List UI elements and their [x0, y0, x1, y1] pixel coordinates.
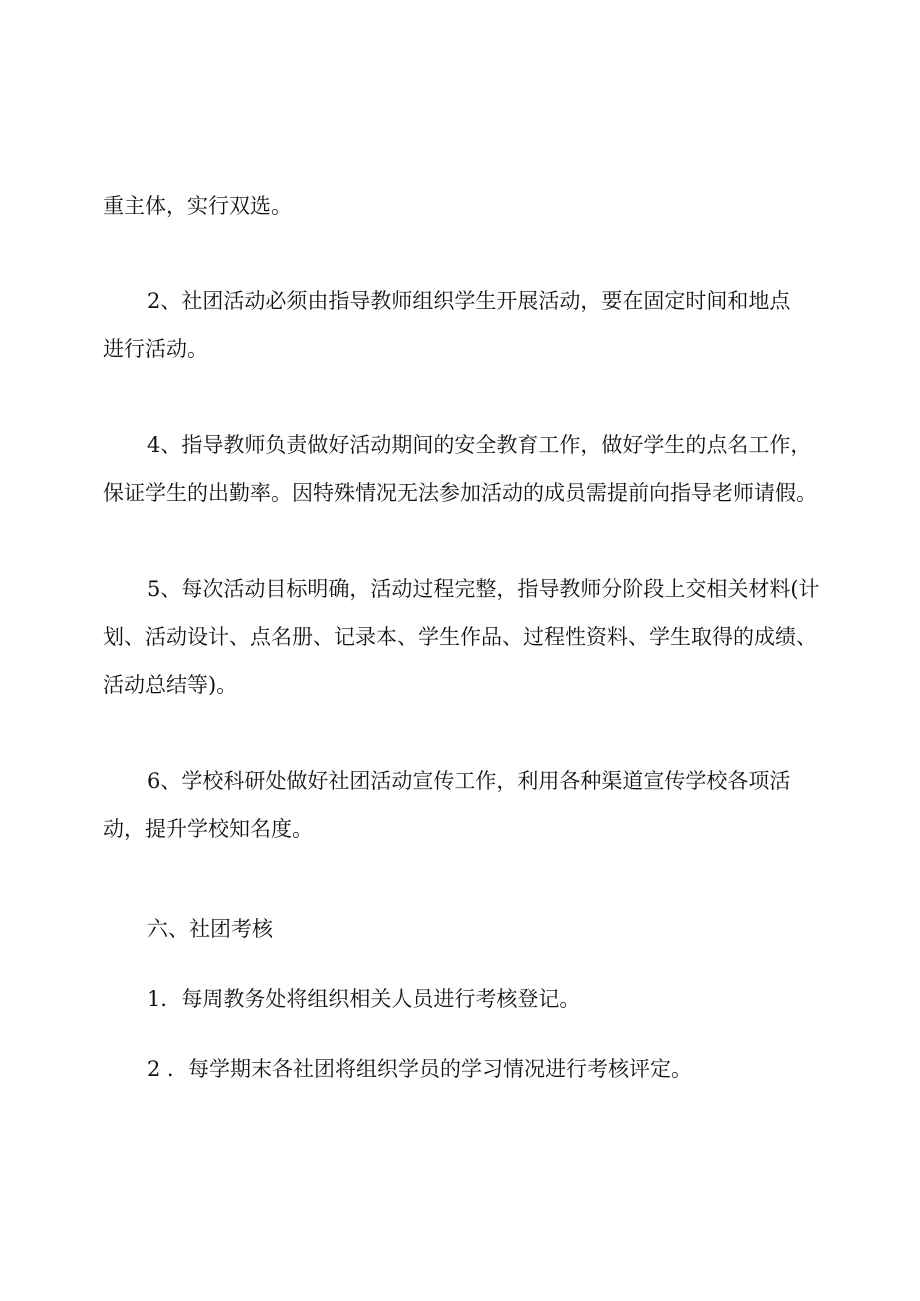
text-line: 2、社团活动必须由指导教师组织学生开展活动，要在固定时间和地点	[147, 289, 791, 313]
text-line: 2 ．每学期末各社团将组织学员的学习情况进行考核评定。	[147, 1057, 693, 1081]
text-line: 六、社团考核	[147, 917, 273, 941]
text-line: 动，提升学校知名度。	[103, 817, 313, 841]
text-line: 保证学生的出勤率。因特殊情况无法参加活动的成员需提前向指导老师请假。	[103, 481, 817, 505]
section-heading	[103, 905, 833, 953]
text-line: 活动总结等)。	[103, 673, 238, 697]
text-line: 重主体，实行双选。	[103, 194, 292, 218]
paragraph-continuation	[103, 182, 833, 230]
assessment-item-2	[103, 1045, 833, 1093]
text-line: 5、每次活动目标明确，活动过程完整，指导教师分阶段上交相关材料(计	[147, 577, 820, 601]
paragraph-item-4	[103, 421, 833, 517]
text-line: 划、活动设计、点名册、记录本、学生作品、过程性资料、学生取得的成绩、	[103, 625, 817, 649]
text-line: 1．每周教务处将组织相关人员进行考核登记。	[147, 987, 581, 1011]
paragraph-item-2	[103, 277, 833, 373]
paragraph-item-5	[103, 565, 833, 709]
text-line: 进行活动。	[103, 337, 208, 361]
assessment-item-1	[103, 975, 833, 1023]
paragraph-item-6	[103, 757, 833, 853]
text-line: 6、学校科研处做好社团活动宣传工作，利用各种渠道宣传学校各项活	[147, 769, 791, 793]
text-line: 4、指导教师负责做好活动期间的安全教育工作，做好学生的点名工作，	[147, 433, 812, 457]
